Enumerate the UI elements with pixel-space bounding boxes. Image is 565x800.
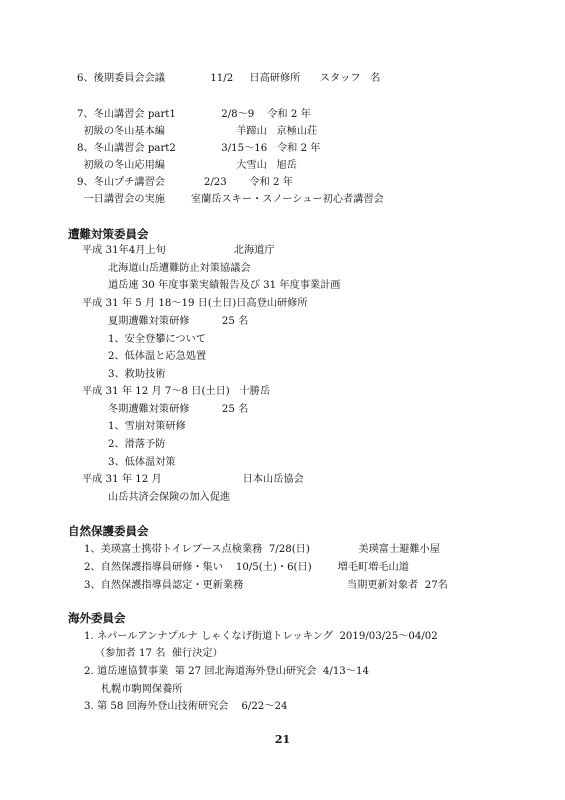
item-9-line: 9、冬山プチ講習会 2/23 令和 2 年 <box>77 177 293 188</box>
rescue-line: 2、低体温と応急処置 <box>108 351 207 362</box>
rescue-line: 2、滑落予防 <box>108 439 166 450</box>
rescue-line: 平成 31 年 12 月 7～8 日(土日) 十勝岳 <box>82 386 271 397</box>
overseas-line: 1. ネパールアンナプルナ しゃくなげ街道トレッキング 2019/03/25～04/02 <box>84 631 438 642</box>
rescue-line: 冬期遭難対策研修 25 名 <box>108 404 249 415</box>
nature-line: 3、自然保護指導員認定・更新業務 当期更新対象者 27名 <box>84 580 448 591</box>
rescue-line: 夏期遭難対策研修 25 名 <box>108 316 249 327</box>
section-title-rescue: 遭難対策委員会 <box>68 227 149 241</box>
nature-line: 2、自然保護指導員研修・集い 10/5(土)・6(日) 増毛町増毛山道 <box>84 562 409 573</box>
rescue-line: 山岳共済会保険の加入促進 <box>108 492 231 503</box>
overseas-line: 2. 道岳連協賛事業 第 27 回北海道海外登山研究会 4/13～14 <box>84 666 369 677</box>
item-8-detail: 初級の冬山応用編 大雪山 旭岳 <box>77 160 297 171</box>
item-7-line: 7、冬山講習会 part1 2/8～9 令和 2 年 <box>77 109 311 120</box>
section-title-nature: 自然保護委員会 <box>68 524 149 538</box>
item-8-line: 8、冬山講習会 part2 3/15～16 令和 2 年 <box>77 143 321 154</box>
rescue-line: 3、低体温対策 <box>108 457 176 468</box>
overseas-line: 3. 第 58 回海外登山技術研究会 6/22～24 <box>84 701 288 712</box>
nature-line: 1、美瑛富士携帯トイレブース点検業務 7/28(日) 美瑛富士避難小屋 <box>84 544 440 555</box>
rescue-line: 平成 31年4月上旬 北海道庁 <box>82 245 275 256</box>
rescue-line: 1、雪崩対策研修 <box>108 421 186 432</box>
rescue-line: 平成 31 年 12 月 日本山岳協会 <box>82 474 304 485</box>
item-7-detail: 初級の冬山基本編 羊蹄山 京極山荘 <box>77 126 318 137</box>
rescue-line: 1、安全登攀について <box>108 334 206 345</box>
item-9-detail: 一日講習会の実施 室蘭岳スキー・スノーシュー初心者講習会 <box>77 194 384 205</box>
page-number: 21 <box>274 733 291 746</box>
overseas-line: （参加者 17 名 催行決定） <box>95 648 223 659</box>
item-6-line: 6、後期委員会会議 11/2 日高研修所 スタッフ 名 <box>77 73 381 84</box>
rescue-line: 3、救助技術 <box>108 369 166 380</box>
section-title-overseas: 海外委員会 <box>68 611 126 625</box>
overseas-line: 札幌市駒岡保養所 <box>101 684 183 695</box>
rescue-line: 北海道山岳遭難防止対策協議会 <box>108 263 251 274</box>
rescue-line: 平成 31 年 5 月 18～19 日(土日)日高登山研修所 <box>82 298 308 309</box>
rescue-line: 道岳連 30 年度事業実績報告及び 31 年度事業計画 <box>108 280 341 291</box>
